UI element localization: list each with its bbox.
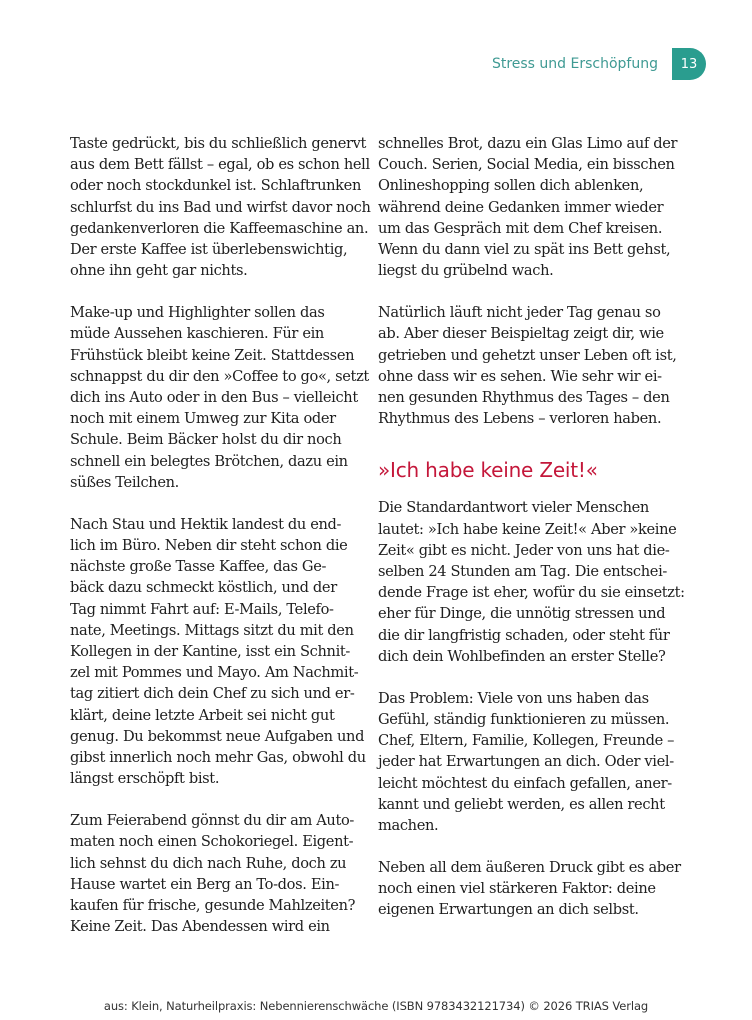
text-line: eher für Dinge, die unnötig stressen und [378, 605, 666, 623]
text-line: Zum Feierabend gönnst du dir am Auto- [70, 812, 354, 830]
text-line: Der erste Kaffee ist überlebenswichtig, [70, 241, 348, 259]
text-line: während deine Gedanken immer wieder [378, 198, 664, 216]
text-line: noch einen viel stärkeren Faktor: deine [378, 880, 656, 898]
text-line: Taste gedrückt, bis du schließlich genervt [70, 135, 367, 152]
text-line: tag zitiert dich dein Chef zu sich und er- [70, 685, 355, 703]
text-line: leicht möchtest du einfach gefallen, aner- [378, 774, 672, 792]
text-line: Onlineshopping sollen dich ablenken, [378, 177, 644, 195]
text-line: ab. Aber dieser Beispieltag zeigt dir, wie [378, 325, 664, 343]
text-line: gedankenverloren die Kaffeemaschine an. [70, 219, 369, 237]
text-line: gibst innerlich noch mehr Gas, obwohl du [70, 749, 366, 767]
text-line: die dir langfristig schaden, oder steht für [378, 626, 670, 644]
left-column [70, 133, 371, 958]
right-column [378, 133, 685, 941]
text-line: schnappst du dir den »Coffee to go«, setzt [70, 367, 369, 385]
paragraph [378, 688, 675, 836]
text-line: kaufen für frische, gesunde Mahlzeiten? [70, 897, 356, 915]
text-line: aus dem Bett fällst – egal, ob es schon hell [70, 156, 370, 174]
text-line: nächste große Tasse Kaffee, das Ge- [70, 558, 327, 576]
text-line: schlurfst du ins Bad und wirfst davor noch [70, 198, 371, 216]
text-line: ohne dass wir es sehen. Wie sehr wir ei- [378, 367, 662, 385]
paragraph [70, 810, 356, 937]
text-line: Zeit« gibt es nicht. Jeder von uns hat die- [378, 541, 670, 559]
text-line: liegst du grübelnd wach. [378, 262, 554, 280]
text-line: dich dein Wohlbefinden an erster Stelle? [378, 647, 666, 665]
text-line: nate, Meetings. Mittags sitzt du mit den [70, 621, 354, 639]
text-line: klärt, deine letzte Arbeit sei nicht gut [70, 706, 335, 724]
text-line: dich ins Auto oder in den Bus – vielleicht [70, 389, 358, 407]
text-line: selben 24 Stunden am Tag. Die entschei- [378, 563, 667, 581]
text-line: Chef, Eltern, Familie, Kollegen, Freunde – [378, 732, 675, 750]
text-line: dende Frage ist eher, wofür du sie einsetzt: [378, 584, 685, 602]
text-line: jeder hat Erwartungen an dich. Oder viel- [378, 753, 674, 771]
text-line: Frühstück bleibt keine Zeit. Stattdessen [70, 346, 355, 364]
page-number-badge: 13 [672, 48, 706, 80]
text-line: maten noch einen Schokoriegel. Eigent- [70, 833, 354, 851]
text-line: Schule. Beim Bäcker holst du dir noch [70, 431, 342, 449]
text-line: Die Standardantwort vieler Menschen [378, 499, 649, 517]
section-title: Stress und Erschöpfung [491, 56, 658, 72]
text-line: nen gesunden Rhythmus des Tages – den [378, 389, 670, 407]
text-line: Keine Zeit. Das Abendessen wird ein [70, 918, 330, 936]
paragraph [70, 133, 371, 281]
text-line: getrieben und gehetzt unser Leben oft ist, [378, 346, 677, 364]
text-line: oder noch stockdunkel ist. Schlaftrunken [70, 177, 362, 195]
text-line: Couch. Serien, Social Media, ein bisschen [378, 156, 675, 174]
text-line: Gefühl, ständig funktionieren zu müssen. [378, 711, 670, 729]
text-line: Das Problem: Viele von uns haben das [378, 689, 649, 707]
section-heading: »Ich habe keine Zeit!« [378, 458, 598, 483]
text-line: müde Aussehen kaschieren. Für ein [70, 325, 324, 343]
text-line: Neben all dem äußeren Druck gibt es aber [378, 859, 681, 877]
paragraph [378, 857, 681, 921]
text-line: lich sehnst du dich nach Ruhe, doch zu [70, 854, 347, 872]
source-footer: aus: Klein, Naturheilpraxis: Nebennierenschwäche (ISBN 9783432121734) © 2026 TRIAS Verlag [103, 999, 649, 1013]
text-line: zel mit Pommes und Mayo. Am Nachmit- [70, 664, 359, 682]
text-line: kannt und geliebt werden, es allen recht [378, 795, 665, 813]
text-line: eigenen Erwartungen an dich selbst. [378, 901, 639, 919]
text-line: Hause wartet ein Berg an To-dos. Ein- [70, 875, 340, 893]
paragraph [70, 302, 369, 493]
text-line: Wenn du dann viel zu spät ins Bett gehst, [378, 241, 671, 259]
text-line: lautet: »Ich habe keine Zeit!« Aber »keine [378, 520, 677, 538]
right-bottom-text [378, 497, 685, 920]
paragraph [70, 514, 366, 790]
paragraph [378, 302, 677, 429]
text-line: Tag nimmt Fahrt auf: E-Mails, Telefo- [70, 600, 334, 618]
text-line: noch mit einem Umweg zur Kita oder [70, 410, 336, 428]
text-line: bäck dazu schmeckt köstlich, und der [70, 579, 337, 597]
text-line: Nach Stau und Hektik landest du end- [70, 515, 342, 533]
text-line: Kollegen in der Kantine, isst ein Schnit- [70, 643, 351, 661]
paragraph [378, 133, 678, 281]
text-line: süßes Teilchen. [70, 473, 179, 491]
text-line: um das Gespräch mit dem Chef kreisen. [378, 219, 663, 237]
text-line: Rhythmus des Lebens – verloren haben. [378, 410, 662, 428]
page-header [492, 48, 706, 80]
text-line: Natürlich läuft nicht jeder Tag genau so [378, 304, 661, 322]
paragraph [378, 497, 685, 667]
text-line: schnell ein belegtes Brötchen, dazu ein [70, 452, 348, 470]
text-line: machen. [378, 817, 439, 835]
text-line: Make-up und Highlighter sollen das [70, 304, 325, 322]
right-top-text [378, 133, 678, 429]
text-line: lich im Büro. Neben dir steht schon die [70, 537, 348, 555]
text-line: schnelles Brot, dazu ein Glas Limo auf der [378, 135, 678, 152]
text-line: genug. Du bekommst neue Aufgaben und [70, 727, 365, 745]
text-line: ohne ihn geht gar nichts. [70, 262, 248, 280]
text-line: längst erschöpft bist. [70, 770, 220, 788]
